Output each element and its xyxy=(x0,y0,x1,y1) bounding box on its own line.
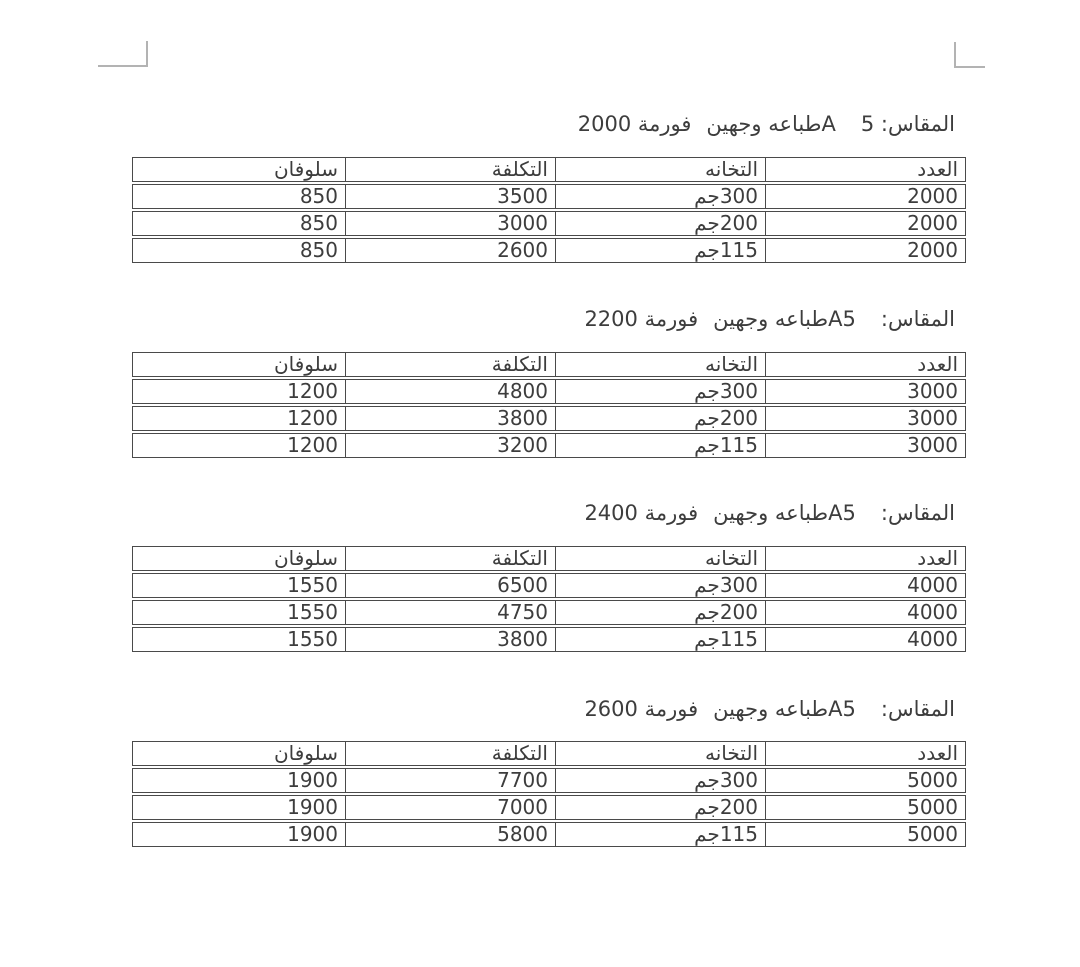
size-label: المقاس: xyxy=(880,307,955,331)
form-label: فورمة 2400 xyxy=(584,501,699,525)
table-cell: 1900 xyxy=(287,796,338,819)
table-row xyxy=(132,600,966,625)
table-cell: 1550 xyxy=(287,574,338,597)
column-header: العدد xyxy=(765,353,965,376)
table-cell: 5800 xyxy=(345,823,555,846)
table-cell: 2000 xyxy=(765,185,965,208)
price-table xyxy=(132,546,966,652)
column-header: سلوفان xyxy=(273,158,338,181)
table-cell: 5000 xyxy=(765,823,965,846)
price-table xyxy=(132,157,966,263)
table-cell: 200جم xyxy=(555,796,765,819)
column-header: العدد xyxy=(765,547,965,570)
column-header: سلوفان xyxy=(273,547,338,570)
table-cell: 3000 xyxy=(345,212,555,235)
column-header: التخانه xyxy=(555,353,765,376)
size-label: المقاس: xyxy=(880,501,955,525)
section-title xyxy=(584,500,955,526)
table-row xyxy=(132,184,966,209)
table-row xyxy=(132,406,966,431)
table-cell: 300جم xyxy=(555,574,765,597)
table-cell: 850 xyxy=(299,185,338,208)
section-title xyxy=(578,111,955,137)
table-header-row xyxy=(132,546,966,571)
form-label: فورمة 2200 xyxy=(584,307,699,331)
price-table xyxy=(132,741,966,847)
table-header-row xyxy=(132,157,966,182)
table-cell: 200جم xyxy=(555,601,765,624)
table-cell: 4000 xyxy=(765,574,965,597)
table-cell: 4750 xyxy=(345,601,555,624)
form-label: فورمة 2600 xyxy=(584,697,699,721)
table-cell: 1200 xyxy=(287,380,338,403)
table-cell: 5000 xyxy=(765,769,965,792)
table-cell: 3800 xyxy=(345,628,555,651)
table-cell: 3500 xyxy=(345,185,555,208)
table-row xyxy=(132,433,966,458)
section-title xyxy=(584,696,955,722)
size-label: المقاس: xyxy=(880,697,955,721)
table-cell: 200جم xyxy=(555,407,765,430)
table-row xyxy=(132,379,966,404)
table-cell: 2600 xyxy=(345,239,555,262)
print-label: A5طباعه وجهين xyxy=(713,501,856,525)
print-label: A5طباعه وجهين xyxy=(713,697,856,721)
table-header-row xyxy=(132,352,966,377)
column-header: التكلفة xyxy=(345,547,555,570)
form-label: فورمة 2000 xyxy=(577,112,692,136)
column-header: التخانه xyxy=(555,158,765,181)
column-header: العدد xyxy=(765,742,965,765)
price-table xyxy=(132,352,966,458)
table-row xyxy=(132,768,966,793)
table-cell: 5000 xyxy=(765,796,965,819)
table-row xyxy=(132,211,966,236)
column-header: التكلفة xyxy=(345,742,555,765)
table-cell: 3000 xyxy=(765,434,965,457)
table-row xyxy=(132,627,966,652)
table-cell: 7700 xyxy=(345,769,555,792)
print-label: Aطباعه وجهين xyxy=(706,112,836,136)
table-cell: 115جم xyxy=(555,239,765,262)
table-row xyxy=(132,822,966,847)
table-cell: 1200 xyxy=(287,407,338,430)
table-cell: 4000 xyxy=(765,601,965,624)
table-cell: 115جم xyxy=(555,434,765,457)
column-header: التكلفة xyxy=(345,158,555,181)
column-header: سلوفان xyxy=(273,353,338,376)
table-cell: 3000 xyxy=(765,407,965,430)
column-header: العدد xyxy=(765,158,965,181)
column-header: التخانه xyxy=(555,742,765,765)
column-header: التكلفة xyxy=(345,353,555,376)
table-cell: 300جم xyxy=(555,185,765,208)
table-cell: 1200 xyxy=(287,434,338,457)
table-cell: 7000 xyxy=(345,796,555,819)
table-cell: 115جم xyxy=(555,823,765,846)
table-cell: 300جم xyxy=(555,769,765,792)
table-cell: 2000 xyxy=(765,212,965,235)
table-cell: 850 xyxy=(299,239,338,262)
table-cell: 850 xyxy=(299,212,338,235)
table-cell: 1550 xyxy=(287,628,338,651)
table-cell: 3200 xyxy=(345,434,555,457)
table-row xyxy=(132,795,966,820)
table-cell: 1550 xyxy=(287,601,338,624)
table-cell: 3000 xyxy=(765,380,965,403)
table-cell: 1900 xyxy=(287,769,338,792)
table-cell: 115جم xyxy=(555,628,765,651)
size-label: المقاس: 5 xyxy=(860,112,955,136)
table-cell: 1900 xyxy=(287,823,338,846)
table-cell: 4000 xyxy=(765,628,965,651)
table-cell: 4800 xyxy=(345,380,555,403)
table-cell: 3800 xyxy=(345,407,555,430)
column-header: سلوفان xyxy=(273,742,338,765)
table-row xyxy=(132,238,966,263)
print-label: A5طباعه وجهين xyxy=(713,307,856,331)
column-header: التخانه xyxy=(555,547,765,570)
table-cell: 200جم xyxy=(555,212,765,235)
table-row xyxy=(132,573,966,598)
table-cell: 6500 xyxy=(345,574,555,597)
table-cell: 2000 xyxy=(765,239,965,262)
section-title xyxy=(584,306,955,332)
table-header-row xyxy=(132,741,966,766)
table-cell: 300جم xyxy=(555,380,765,403)
